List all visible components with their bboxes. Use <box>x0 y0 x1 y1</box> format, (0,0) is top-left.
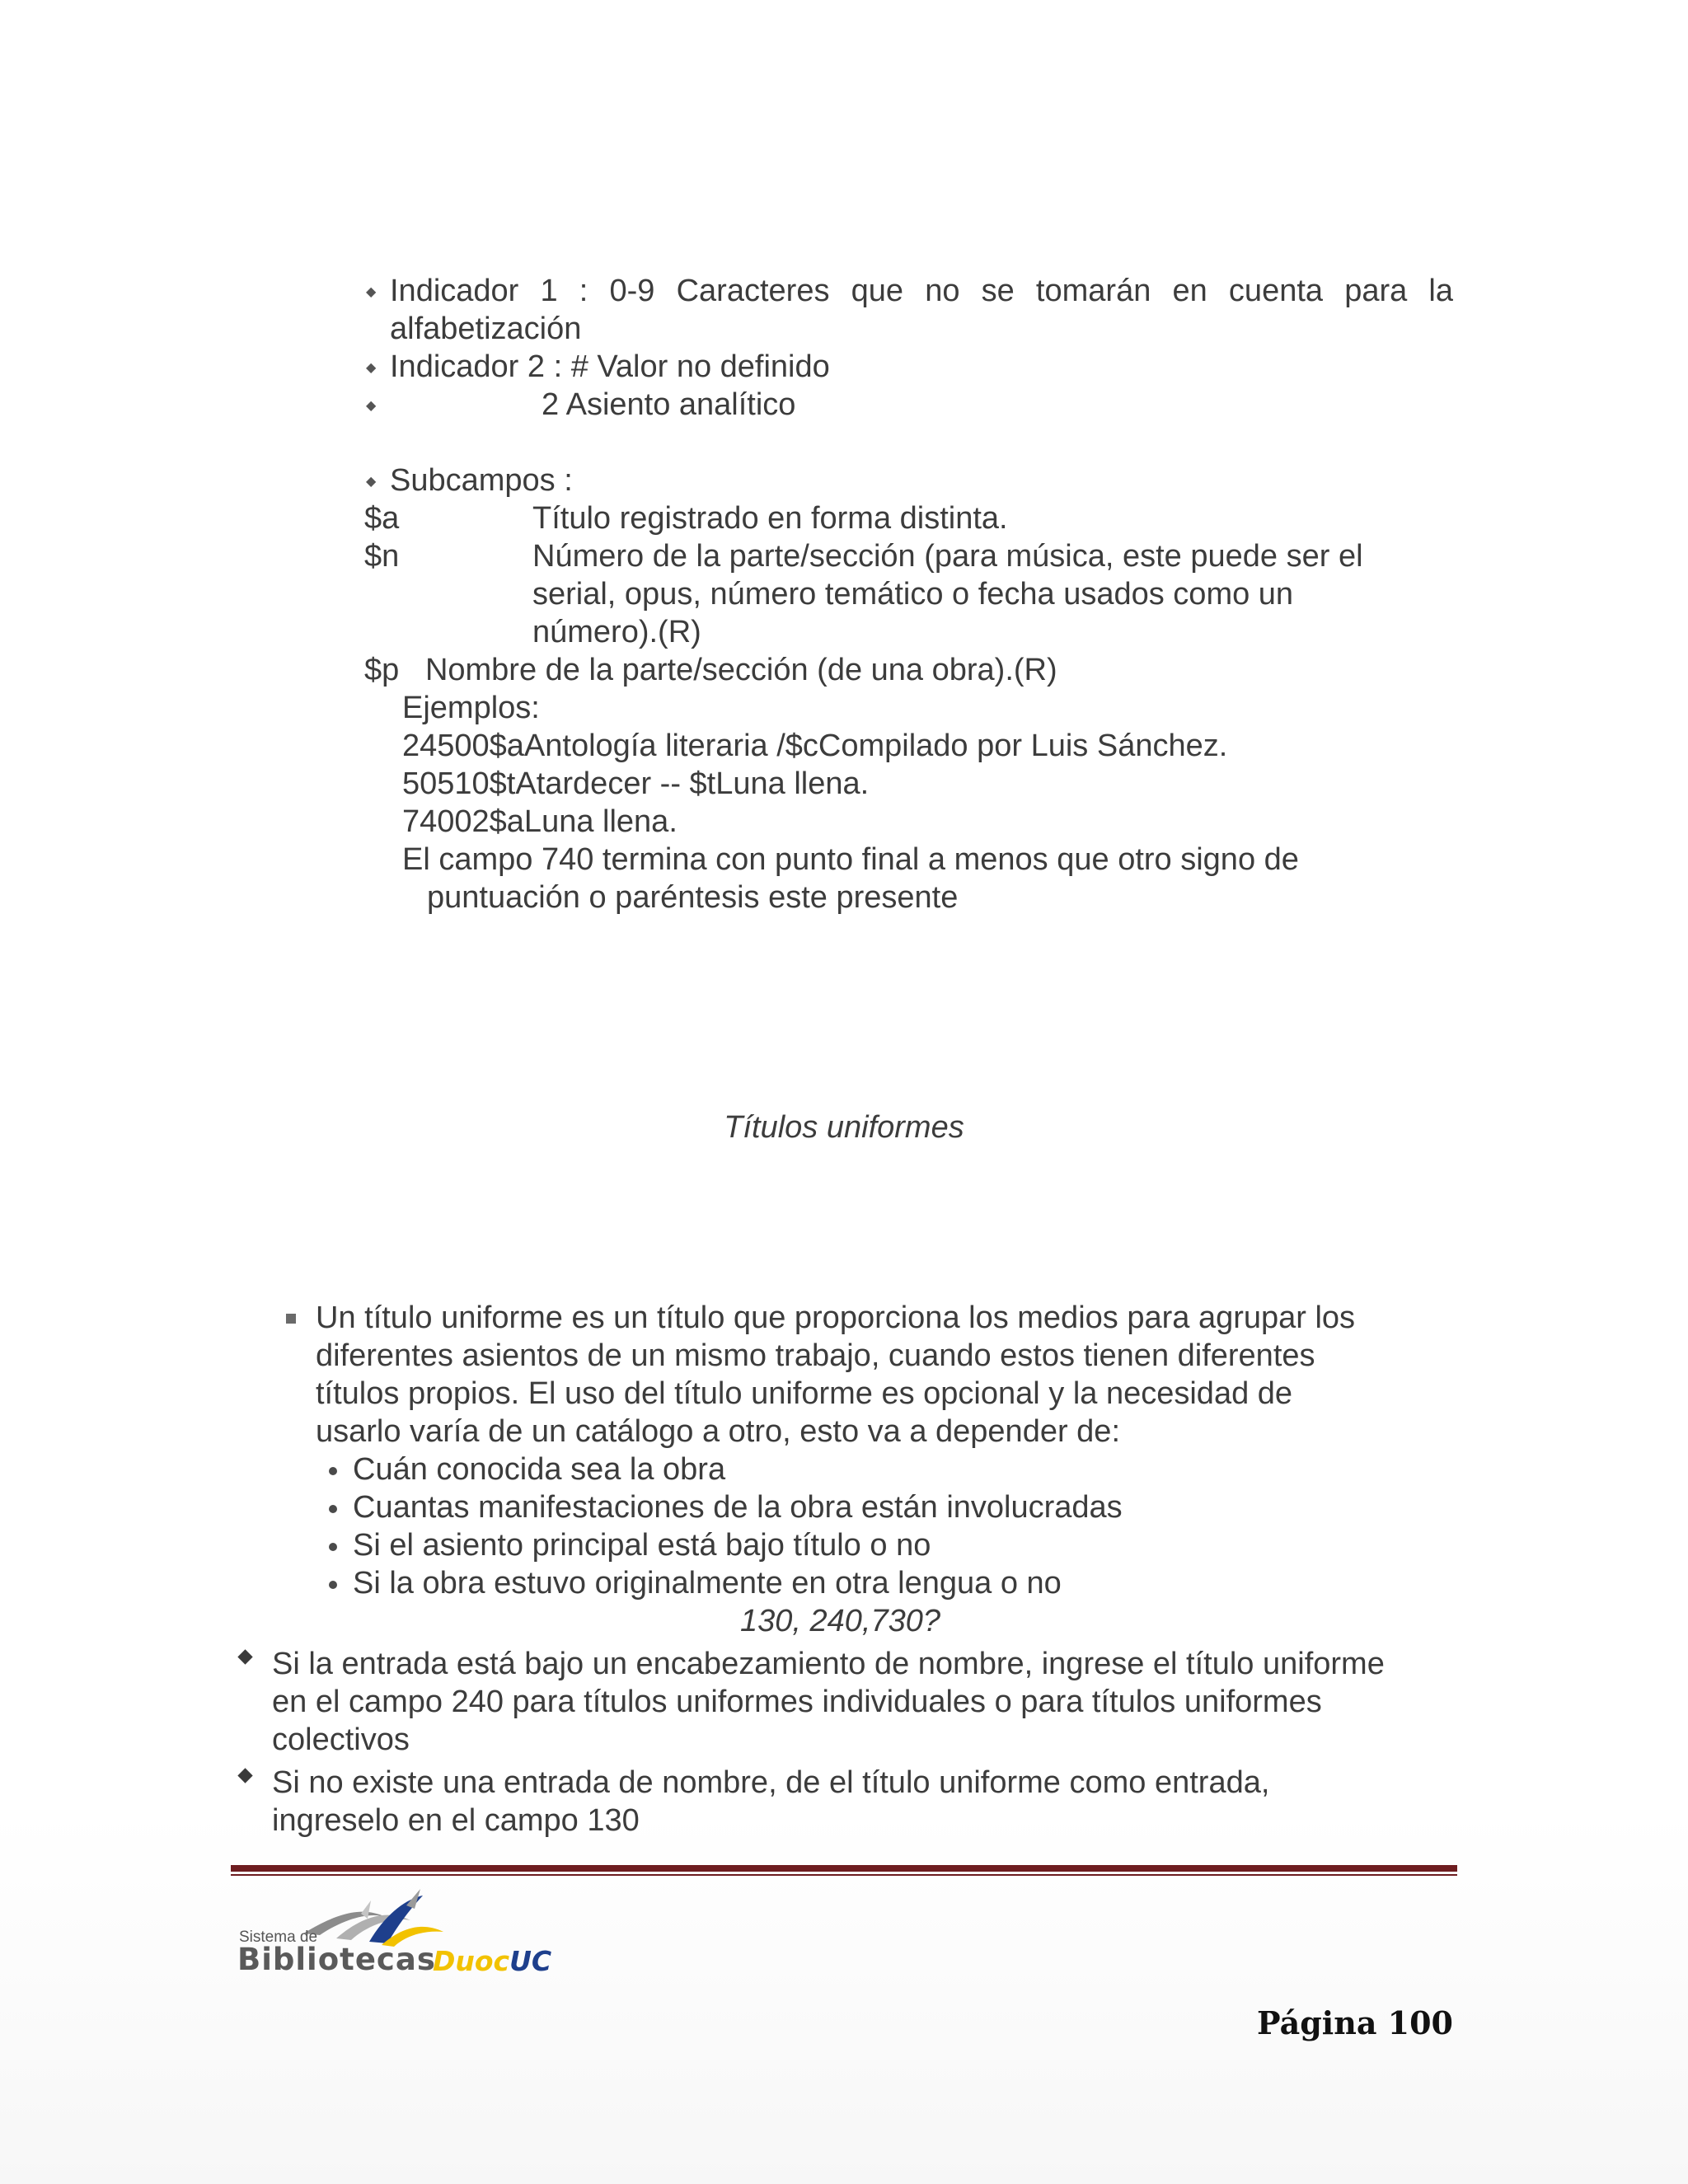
point-3: Si el asiento principal está bajo título o no <box>353 1528 931 1563</box>
point-1: Cuán conocida sea la obra <box>353 1452 726 1487</box>
dot-bullet-icon <box>329 1581 337 1589</box>
indicator-1-text: Indicador 1 : 0-9 Caracteres que no se tomarán en cuenta para la <box>390 274 1453 308</box>
note-line-1: El campo 740 termina con punto final a menos que otro signo de <box>402 842 1299 877</box>
bullet-icon: ◆ <box>366 475 377 489</box>
intro-line-4: usarlo varía de un catálogo a otro, esto va a depender de: <box>316 1414 1120 1449</box>
logo-word-duocuc <box>433 1945 551 1977</box>
point-2: Cuantas manifestaciones de la obra están involucradas <box>353 1490 1123 1525</box>
square-bullet-icon <box>286 1314 296 1324</box>
rule-1-line-3: colectivos <box>272 1722 410 1757</box>
subfield-a-description: Título registrado en forma distinta. <box>532 501 1008 536</box>
logo-word-bibliotecas: Bibliotecas <box>237 1942 436 1977</box>
bullet-icon: ◆ <box>366 399 377 413</box>
intro-line-2: diferentes asientos de un mismo trabajo, cuando estos tienen diferentes <box>316 1338 1315 1373</box>
footer-rule-thin <box>231 1874 1457 1876</box>
rule-2-line-1: Si no existe una entrada de nombre, de el título uniforme como entrada, <box>272 1765 1270 1800</box>
examples-label: Ejemplos: <box>402 691 540 725</box>
example-3: 74002$aLuna llena. <box>402 804 678 839</box>
subcampos-label: Subcampos : <box>390 463 573 498</box>
bullet-icon: ◆ <box>366 285 377 299</box>
dot-bullet-icon <box>329 1467 337 1475</box>
subfield-a-code: $a <box>364 501 400 536</box>
library-logo <box>237 1881 584 1977</box>
indicator-2-value-2: 2 Asiento analítico <box>542 387 796 422</box>
rule-2-line-2: ingreselo en el campo 130 <box>272 1803 640 1838</box>
point-4: Si la obra estuvo originalmente en otra lengua o no <box>353 1566 1062 1601</box>
rule-1-line-1: Si la entrada está bajo un encabezamiento de nombre, ingrese el título uniforme <box>272 1647 1385 1681</box>
note-line-2: puntuación o paréntesis este presente <box>427 880 959 915</box>
section-heading: Títulos uniformes <box>724 1110 964 1145</box>
subfield-n-line-2: serial, opus, número temático o fecha usados como un <box>532 577 1294 612</box>
intro-line-1: Un título uniforme es un título que proporciona los medios para agrupar los <box>316 1301 1356 1335</box>
example-1: 24500$aAntología literaria /$cCompilado por Luis Sánchez. <box>402 729 1228 763</box>
page-number: Página 100 <box>1257 2004 1453 2041</box>
dot-bullet-icon <box>329 1505 337 1513</box>
subfield-n-code: $n <box>364 539 400 574</box>
diamond-bullet-icon <box>237 1649 252 1664</box>
fields-question: 130, 240,730? <box>740 1604 941 1638</box>
subfield-n-line-1: Número de la parte/sección (para música, este puede ser el <box>532 539 1363 574</box>
example-2: 50510$tAtardecer -- $tLuna llena. <box>402 766 870 801</box>
footer-rule <box>231 1865 1457 1872</box>
logo-duoc: Duoc <box>433 1945 510 1977</box>
indicator-2-text: Indicador 2 : # Valor no definido <box>390 349 830 384</box>
dot-bullet-icon <box>329 1543 337 1551</box>
diamond-bullet-icon <box>237 1768 252 1783</box>
logo-uc: UC <box>509 1945 552 1977</box>
subfield-p: $p Nombre de la parte/sección (de una obra).(R) <box>364 653 1057 687</box>
bullet-icon: ◆ <box>366 361 377 375</box>
subfield-n-line-3: número).(R) <box>532 615 701 649</box>
rule-1-line-2: en el campo 240 para títulos uniformes individuales o para títulos uniformes <box>272 1685 1322 1719</box>
logo-line-1: Sistema de <box>239 1929 318 1946</box>
indicator-1-continuation: alfabetización <box>390 312 582 346</box>
intro-line-3: títulos propios. El uso del título uniforme es opcional y la necesidad de <box>316 1376 1293 1411</box>
